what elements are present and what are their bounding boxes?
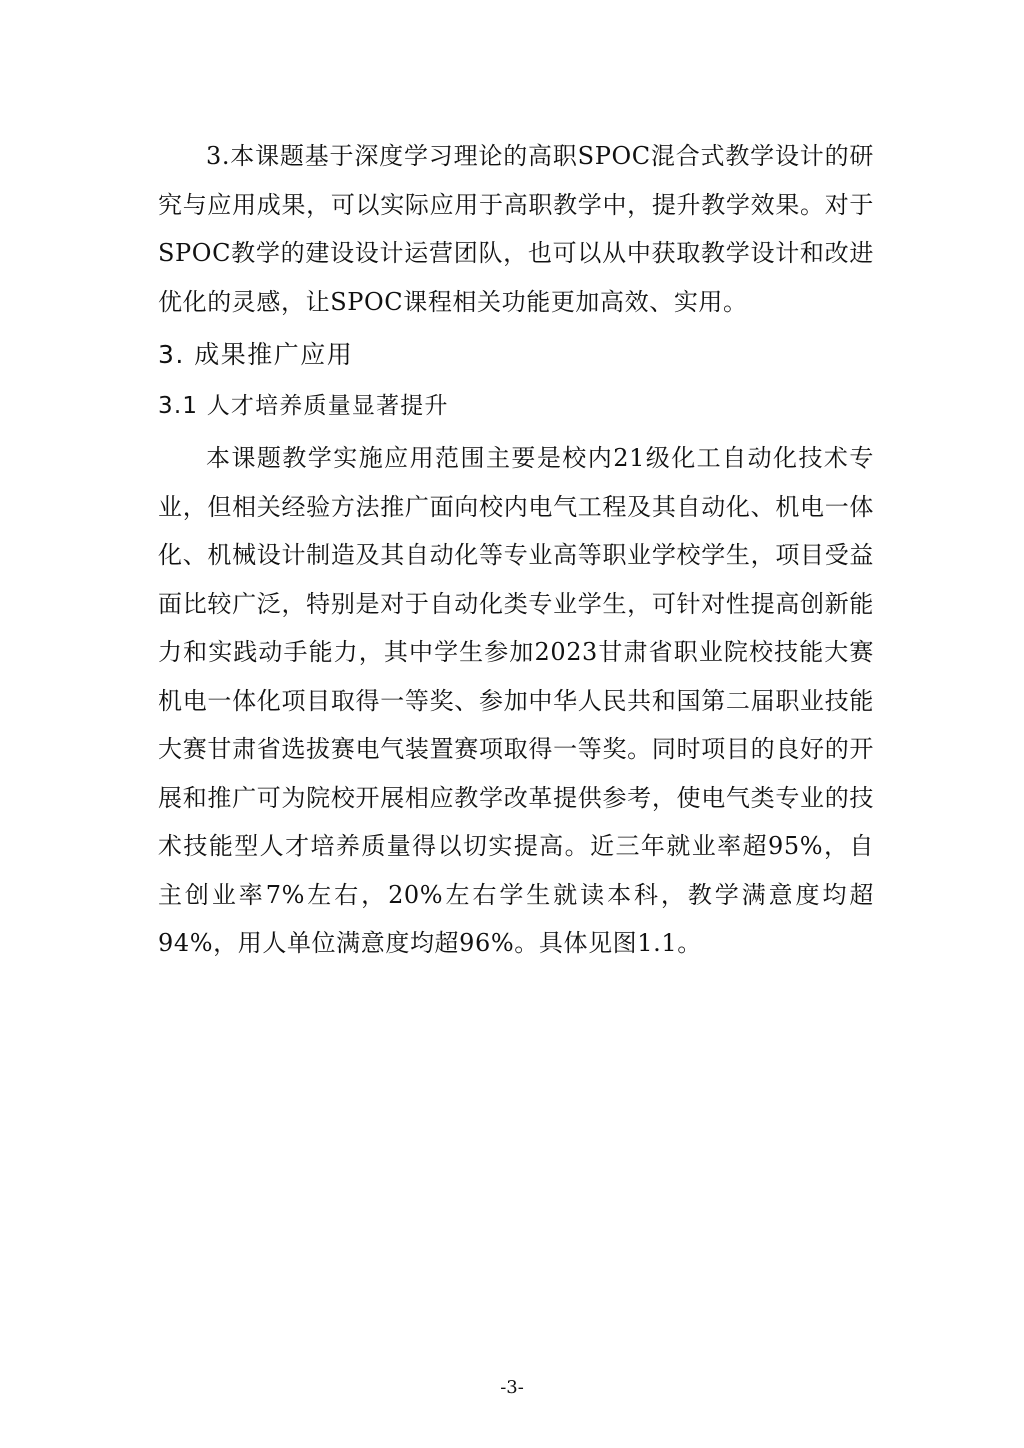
section-heading: 3. 成果推广应用 (158, 340, 354, 369)
page-content (158, 132, 874, 968)
intro-paragraph: 3.本课题基于深度学习理论的高职SPOC混合式教学设计的研究与应用成果，可以实际应用于高职教学中，提升教学效果。对于SPOC教学的建设设计运营团队，也可以从中获取教学设计和改进优化的灵感，让SPOC课程相关功能更加高效、实用。 (158, 142, 874, 316)
body-paragraph: 本课题教学实施应用范围主要是校内21级化工自动化技术专业，但相关经验方法推广面向校内电气工程及其自动化、机电一体化、机械设计制造及其自动化等专业高等职业学校学生，项目受益面比较广泛，特别是对于自动化类专业学生，可针对性提高创新能力和实践动手能力，其中学生参加2023甘肃省职业院校技能大赛机电一体化项目取得一等奖、参加中华人民共和国第二届职业技能大赛甘肃省选拔赛电气装置赛项取得一等奖。同时项目的良好的开展和推广可为院校开展相应教学改革提供参考，使电气类专业的技术技能型人才培养质量得以切实提高。近三年就业率超95%，自主创业率7%左右，20%左右学生就读本科，教学满意度均超94%，用人单位满意度均超96%。具体见图1.1。 (158, 444, 874, 957)
page-number: -3- (500, 1377, 524, 1398)
subsection-heading: 3.1 人才培养质量显著提升 (158, 393, 449, 419)
